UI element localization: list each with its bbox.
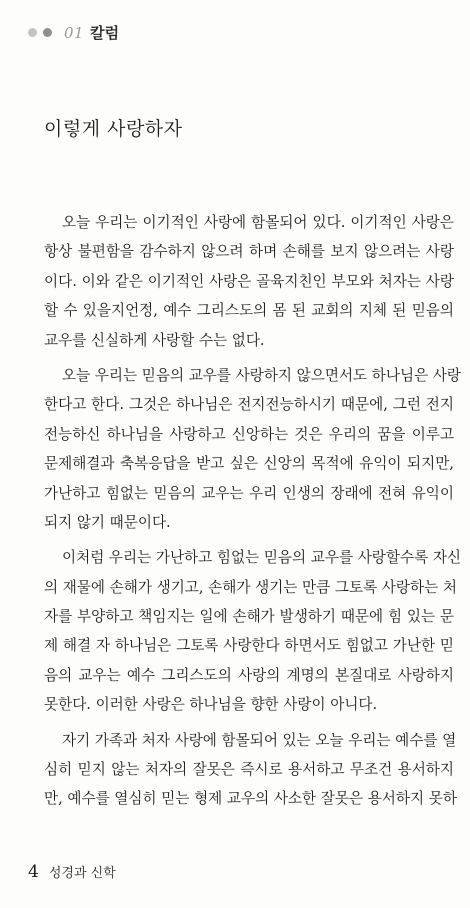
text-line: 못한다. 이러한 사랑은 하나님을 향한 사랑이 아니다. xyxy=(44,696,378,714)
journal-name: 성경과 신학 xyxy=(48,866,116,881)
paragraph xyxy=(44,726,457,814)
text-line: 제 해결 자 하나님은 그토록 사랑한다 하면서도 힘없고 가난한 믿 xyxy=(44,637,454,655)
paragraph xyxy=(44,361,462,537)
paragraph xyxy=(44,543,462,719)
text-line: 이다. 이와 같은 이기적인 사랑은 골육지친인 부모와 처자는 사랑 xyxy=(44,272,454,290)
page-footer xyxy=(28,862,116,882)
text-line: 이처럼 우리는 가난하고 힘없는 믿음의 교우를 사랑할수록 자신 xyxy=(62,549,462,567)
text-line: 교우를 신실하게 사랑할 수는 없다. xyxy=(44,331,265,349)
section-header xyxy=(28,22,119,43)
text-line: 자기 가족과 처자 사랑에 함몰되어 있는 오늘 우리는 예수를 열 xyxy=(62,731,457,749)
text-line: 할 수 있을지언정, 예수 그리스도의 몸 된 교회의 지체 된 믿음의 xyxy=(44,302,454,320)
text-line: 오늘 우리는 믿음의 교우를 사랑하지 않으면서도 하나님은 사랑 xyxy=(62,366,462,384)
text-line: 한다고 한다. 그것은 하나님은 전지전능하시기 때문에, 그런 전지 xyxy=(44,396,454,414)
text-line: 만, 예수를 열심히 믿는 형제 교우의 사소한 잘못은 용서하지 못하 xyxy=(44,790,457,808)
article-body xyxy=(44,208,462,820)
text-line: 문제해결과 축복응답을 받고 싶은 신앙의 목적에 유익이 되지만, xyxy=(44,455,454,473)
section-label: 칼럼 xyxy=(90,24,120,42)
text-line: 되지 않기 때문이다. xyxy=(44,513,171,531)
decorative-dot-icon xyxy=(28,28,37,37)
text-line: 전능하신 하나님을 사랑하고 신앙하는 것은 우리의 꿈을 이루고 xyxy=(44,425,454,443)
text-line: 음의 교우는 예수 그리스도의 사랑의 계명의 본질대로 사랑하지 xyxy=(44,666,454,684)
text-line: 오늘 우리는 이기적인 사랑에 함몰되어 있다. 이기적인 사랑은 xyxy=(62,214,454,231)
paragraph xyxy=(44,208,454,355)
text-line: 가난하고 힘없는 믿음의 교우는 우리 인생의 장래에 전혀 유익이 xyxy=(44,484,454,502)
text-line: 항상 불편함을 감수하지 않으려 하며 손해를 보지 않으려는 사랑 xyxy=(44,243,454,261)
text-line: 자를 부양하고 책임지는 일에 손해가 발생하기 때문에 힘 있는 문 xyxy=(44,608,454,626)
page-number: 4 xyxy=(28,862,39,882)
section-number: 01 xyxy=(64,23,85,42)
article-title: 이렇게 사랑하자 xyxy=(44,118,183,140)
decorative-dot-icon xyxy=(43,28,52,37)
text-line: 심히 믿지 않는 처자의 잘못은 즉시로 용서하고 무조건 용서하지 xyxy=(44,761,454,779)
text-line: 의 재물에 손해가 생기고, 손해가 생기는 만큼 그토록 사랑하는 처 xyxy=(44,578,457,596)
